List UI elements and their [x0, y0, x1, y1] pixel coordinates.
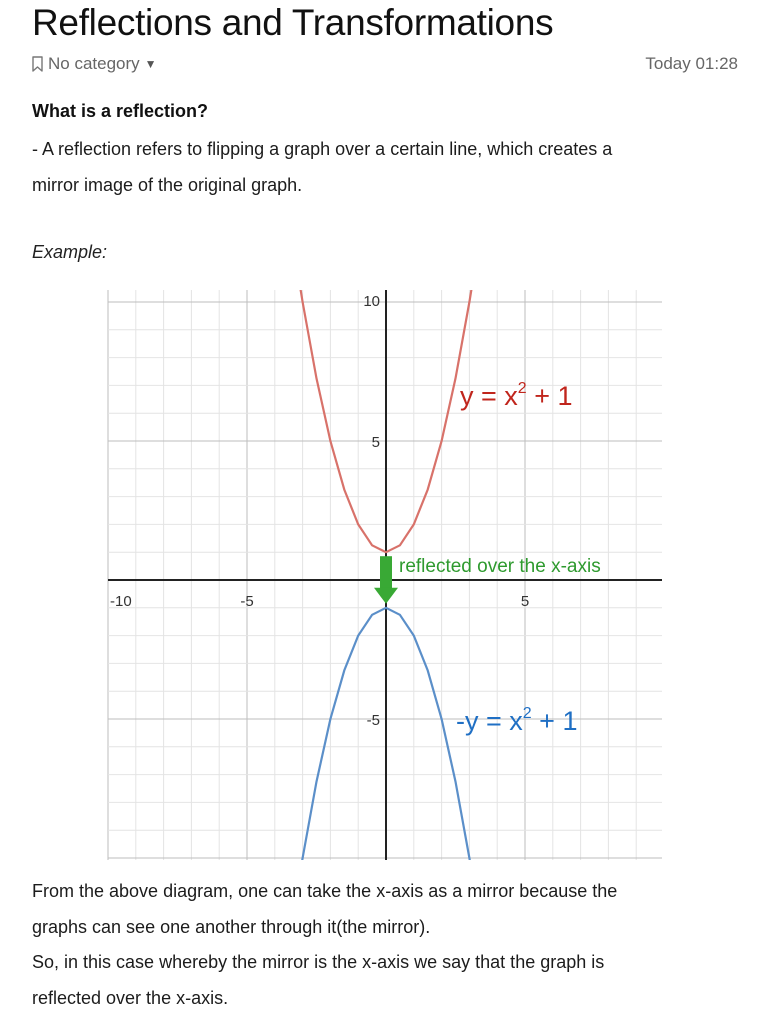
category-dropdown[interactable]: [30, 54, 157, 74]
text-line: - A reflection refers to flipping a graph over a certain line, which creates a: [32, 139, 613, 159]
note-date: Today 01:28: [645, 54, 738, 73]
note-meta: [30, 52, 738, 78]
x-tick-label: -10: [110, 593, 132, 610]
series-label: $-y = x^2 + 1$: [456, 705, 578, 736]
x-tick-label: -5: [240, 593, 254, 610]
caret-down-icon: ▼: [144, 57, 157, 71]
text-line: reflected over the x-axis.: [32, 987, 229, 1008]
y-tick-label: 5: [371, 434, 380, 451]
section-heading: What is a reflection?: [32, 101, 209, 121]
y-tick-label: 10: [363, 293, 380, 310]
series-label: $y = x^2 + 1$: [460, 380, 573, 411]
reflection-arrow-shaft: [380, 556, 392, 590]
page-title: Reflections and Transformations: [32, 2, 554, 43]
y-tick-label: -5: [366, 712, 380, 729]
category-label: No category: [48, 54, 140, 73]
x-tick-label: 5: [520, 593, 530, 610]
text-line: graphs can see one another through it(the mirror).: [32, 916, 431, 937]
text-line: mirror image of the original graph.: [32, 174, 303, 195]
text-line: So, in this case whereby the mirror is the x-axis we say that the graph is: [32, 952, 605, 972]
reflection-graph: [96, 282, 666, 862]
example-label: Example:: [32, 242, 108, 262]
conclusion-paragraph: [32, 874, 737, 1016]
text-line: From the above diagram, one can take the x-axis as a mirror because the: [32, 881, 618, 901]
bookmark-icon: [30, 55, 45, 73]
reflection-arrow-head: [374, 588, 398, 604]
annotation-label: reflected over the x-axis: [399, 556, 601, 577]
definition-paragraph: [32, 132, 732, 203]
